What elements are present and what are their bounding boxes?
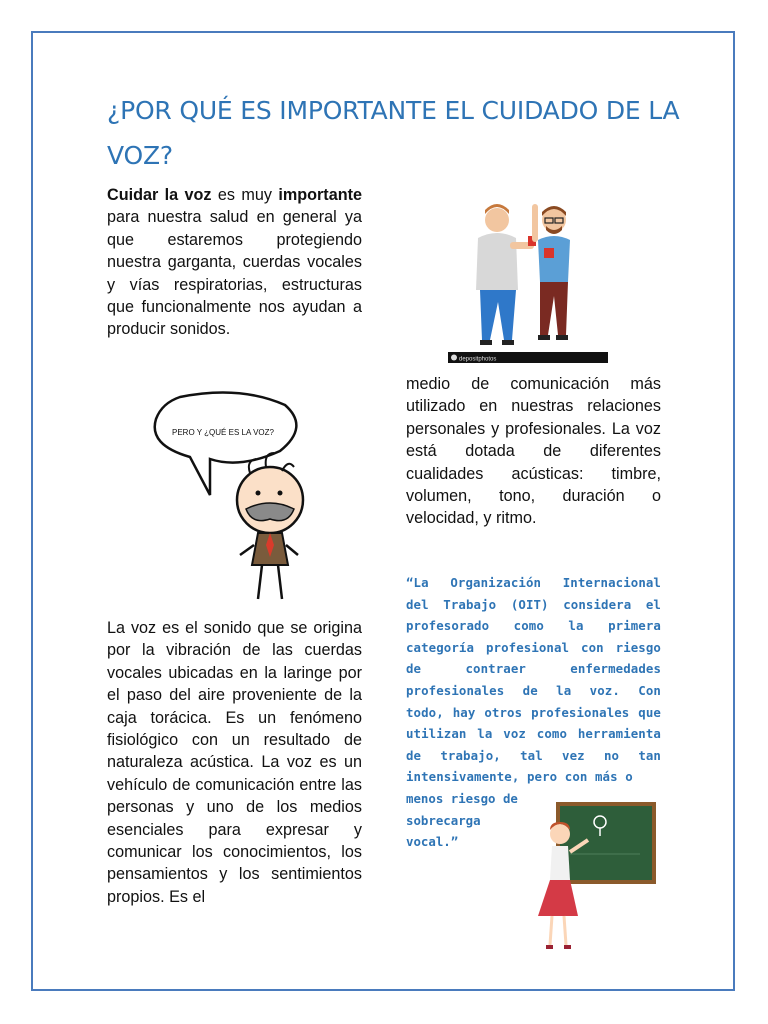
cartoon-character-speech <box>120 385 360 610</box>
page-title: ¿POR QUÉ ES IMPORTANTE EL CUIDADO DE LA VOZ? <box>107 96 680 170</box>
paragraph-voice-care <box>107 184 362 341</box>
emphasis-text: importante <box>278 186 362 204</box>
paragraph-voice-definition: La voz es el sonido que se origina por la vibración de las cuerdas vocales ubicadas en la laringe por el paso del aire proveniente de la caja torácica. Es un fenómeno fisiológico con un resultado de naturaleza acústica. La voz es un vehículo de comunicación entre las personas y uno de los medios esenciales para expresar y comunicar los conocimientos, los pensamientos y los sentimientos propios. Es el <box>107 619 362 906</box>
emphasis-text: Cuidar la voz <box>107 186 212 204</box>
body-text: para nuestra salud en general ya que estaremos protegiendo nuestra garganta, cuerdas vocales y vías respiratorias, estructuras que funcionalmente nos ayudan a producir sonidos. <box>107 208 362 339</box>
oit-quote-end: menos riesgo de sobrecarga vocal.” <box>406 791 518 850</box>
oit-quote: “La Organización Internacional del Trabajo (OIT) considera el profesorado como la primera categoría profesional con riesgo de contraer enfermedades profesionales de la voz. Con todo, hay otros profesionales que utilizan la voz como herramienta de trabajo, tal vez no tan intensivamente, pero con más o <box>406 575 661 785</box>
speech-bubble-text: PERO Y ¿QUÉ ES LA VOZ? <box>172 428 274 437</box>
body-text: es muy <box>211 186 279 204</box>
paragraph-voice-qualities: medio de comunicación más utilizado en nuestras relaciones personales y profesionales. La voz está dotada de diferentes cualidades acústicas: timbre, volumen, tono, duración o velocidad, y ritmo. <box>406 375 661 528</box>
teacher-illustration <box>530 800 665 952</box>
watermark-label: depositphotos <box>459 356 497 363</box>
men-talking-illustration <box>440 190 610 365</box>
